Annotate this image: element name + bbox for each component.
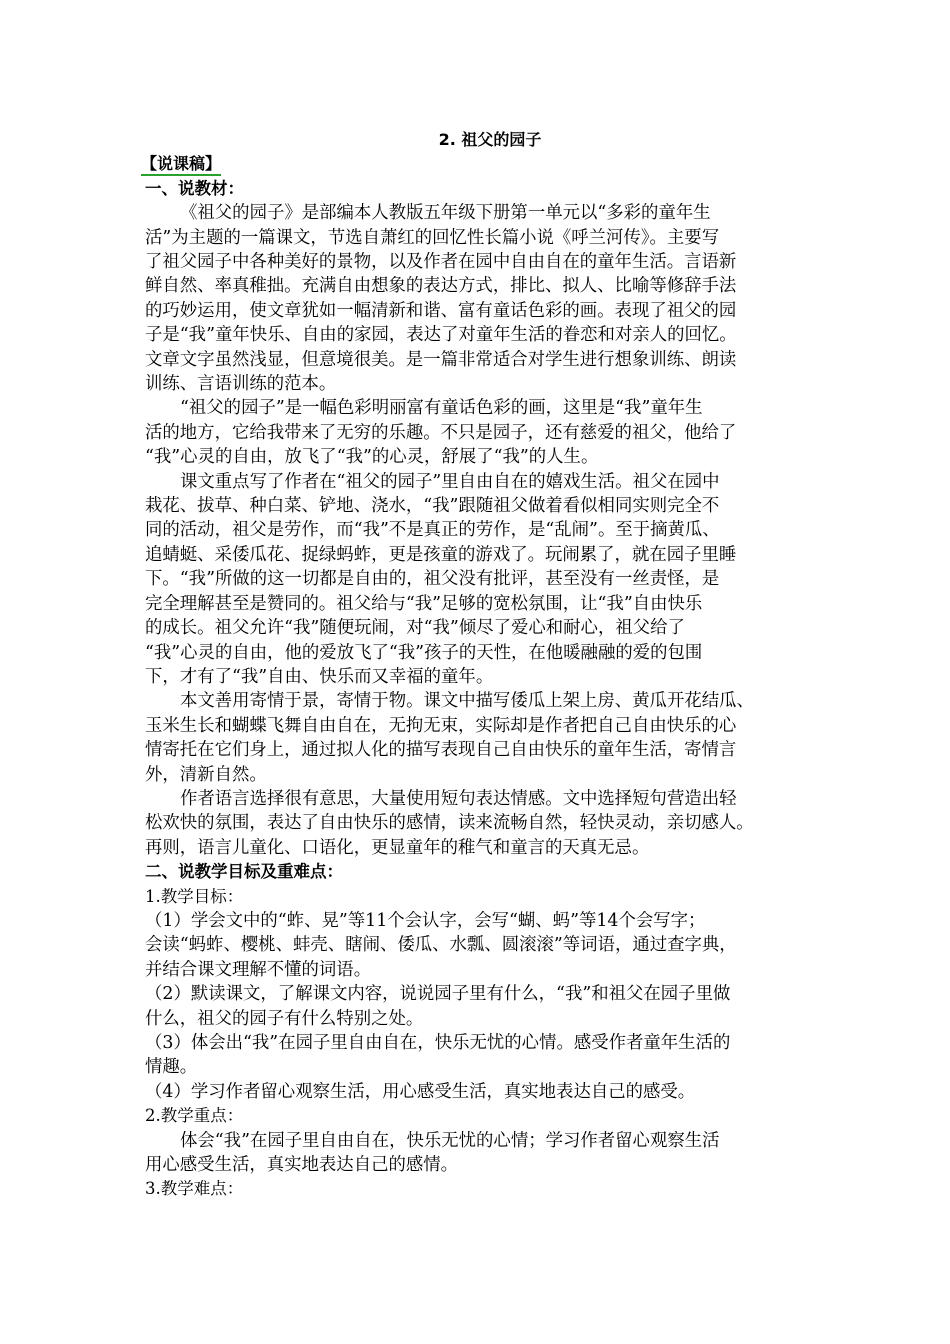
text-line: 会读“蚂蚱、樱桃、蚌壳、瞎闹、倭瓜、水瓢、圆滚滚”等词语，通过查字典， bbox=[145, 935, 737, 956]
text-line: 文章文字虽然浅显，但意境很美。是一篇非常适合对学生进行想象训练、朗读 bbox=[145, 349, 737, 370]
text-line: 并结合课文理解不懂的词语。 bbox=[145, 959, 372, 980]
lecture-draft-tag: 【说课稿】 bbox=[141, 154, 221, 176]
text-line: （4）学习作者留心观察生活，用心感受生活，真实地表达自己的感受。 bbox=[145, 1081, 696, 1102]
goal-item bbox=[145, 1080, 817, 1104]
text-line: 子是“我”童年快乐、自由的家园，表达了对童年生活的眷恋和对亲人的回忆。 bbox=[145, 325, 737, 346]
subheading-difficulties: 3.教学难点： bbox=[145, 1179, 244, 1199]
text-line: 课文重点写了作者在“祖父的园子”里自由自在的嬉戏生活。祖父在园中 bbox=[180, 471, 720, 492]
paragraph bbox=[145, 470, 817, 690]
text-line: 活”为主题的一篇课文，节选自萧红的回忆性长篇小说《呼兰河传》。主要写 bbox=[145, 227, 720, 248]
paragraph bbox=[145, 201, 817, 396]
text-line: 什么，祖父的园子有什么特别之处。 bbox=[145, 1008, 424, 1029]
subheading-goals: 1.教学目标： bbox=[145, 886, 244, 906]
text-line: 栽花、拔草、种白菜、铲地、浇水，“我”跟随祖父做着看似相同实则完全不 bbox=[145, 496, 720, 517]
key-points bbox=[145, 1129, 817, 1178]
text-line: 松欢快的氛围，表达了自由快乐的感情，读来流畅自然，轻快灵动，亲切感人。 bbox=[145, 813, 754, 834]
text-line: 玉米生长和蝴蝶飞舞自由自在，无拘无束，实际却是作者把自己自由快乐的心 bbox=[145, 715, 737, 736]
text-line: 作者语言选择很有意思，大量使用短句表达情感。文中选择短句营造出轻 bbox=[180, 788, 737, 809]
goal-item bbox=[145, 909, 817, 982]
text-line: 情寄托在它们身上，通过拟人化的描写表现自己自由快乐的童年生活，寄情言 bbox=[145, 740, 737, 761]
document-page bbox=[141, 128, 817, 1202]
section-heading: 二、说教学目标及重难点： bbox=[145, 862, 343, 882]
text-line: 情趣。 bbox=[145, 1057, 198, 1078]
text-line: 的巧妙运用，使文章犹如一幅清新和谐、富有童话色彩的画。表现了祖父的园 bbox=[145, 300, 737, 321]
text-line: 了祖父园子中各种美好的景物，以及作者在园中自由自在的童年生活。言语新 bbox=[145, 252, 737, 273]
text-line: （2）默读课文，了解课文内容，说说园子里有什么，“我”和祖父在园子里做 bbox=[145, 984, 731, 1005]
section-heading: 一、说教材： bbox=[145, 178, 244, 198]
text-line: 完全理解甚至是赞同的。祖父给与“我”足够的宽松氛围，让“我”自由快乐 bbox=[145, 593, 703, 614]
subheading-key-points: 2.教学重点： bbox=[145, 1106, 244, 1126]
document-title: 2. 祖父的园子 bbox=[438, 130, 542, 149]
text-line: 下。“我”所做的这一切都是自由的，祖父没有批评，甚至没有一丝责怪，是 bbox=[145, 569, 720, 590]
text-line: 体会“我”在园子里自由自在，快乐无忧的心情；学习作者留心观察生活 bbox=[180, 1130, 720, 1151]
goals-list bbox=[145, 909, 817, 1104]
goal-item bbox=[145, 982, 817, 1031]
text-line: “我”心灵的自由，放飞了“我”的心灵，舒展了“我”的人生。 bbox=[145, 447, 599, 468]
goal-item bbox=[145, 1031, 817, 1080]
section-teaching-material bbox=[145, 201, 817, 860]
text-line: （3）体会出“我”在园子里自由自在，快乐无忧的心情。感受作者童年生活的 bbox=[145, 1033, 731, 1054]
text-line: 的成长。祖父允许“我”随便玩闹，对“我”倾尽了爱心和耐心，祖父给了 bbox=[145, 618, 685, 639]
text-line: 活的地方，它给我带来了无穷的乐趣。不只是园子，还有慈爱的祖父，他给了 bbox=[145, 422, 737, 443]
text-line: 训练、言语训练的范本。 bbox=[145, 374, 337, 395]
text-line: 追蜻蜓、采倭瓜花、捉绿蚂蚱，更是孩童的游戏了。玩闹累了，就在园子里睡 bbox=[145, 544, 737, 565]
paragraph bbox=[145, 689, 817, 787]
text-line: 下，才有了“我”自由、快乐而又幸福的童年。 bbox=[145, 666, 494, 687]
paragraph bbox=[145, 396, 817, 469]
text-line: 《祖父的园子》是部编本人教版五年级下册第一单元以“多彩的童年生 bbox=[180, 203, 711, 224]
text-line: 同的活动，祖父是劳作，而“我”不是真正的劳作，是“乱闹”。至于摘黄瓜、 bbox=[145, 520, 720, 541]
text-line: 鲜自然、率真稚拙。充满自由想象的表达方式，排比、拟人、比喻等修辞手法 bbox=[145, 276, 737, 297]
text-line: 再则，语言儿童化、口语化，更显童年的稚气和童言的天真无忌。 bbox=[145, 837, 650, 858]
paragraph bbox=[145, 787, 817, 860]
text-line: “祖父的园子”是一幅色彩明丽富有童话色彩的画，这里是“我”童年生 bbox=[180, 398, 703, 419]
text-line: （1）学会文中的“蚱、晃”等11个会认字，会写“蝴、蚂”等14个会写字； bbox=[145, 910, 706, 931]
text-line: 用心感受生活，真实地表达自己的感情。 bbox=[145, 1155, 459, 1176]
text-line: “我”心灵的自由，他的爱放飞了“我”孩子的天性，在他暖融融的爱的包围 bbox=[145, 642, 703, 663]
text-line: 本文善用寄情于景，寄情于物。课文中描写倭瓜上架上房、黄瓜开花结瓜、 bbox=[180, 691, 754, 712]
text-line: 外，清新自然。 bbox=[145, 764, 267, 785]
